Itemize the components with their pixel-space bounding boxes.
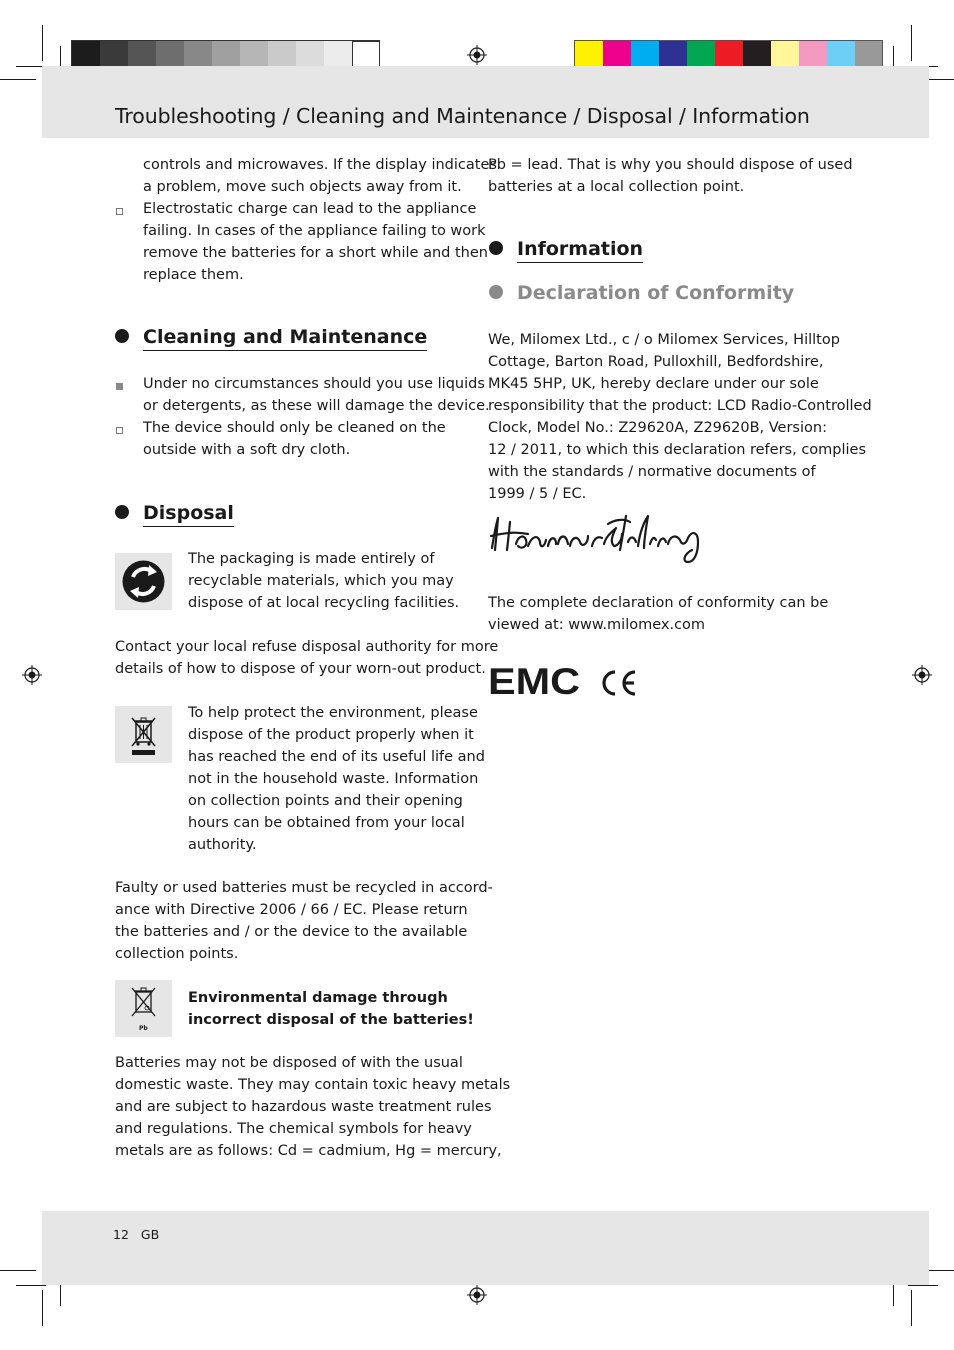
text-line: We, Milomex Ltd., c / o Milomex Services, Hilltop (488, 332, 840, 348)
text-line: authority. (188, 837, 257, 853)
pb-label: Pb (139, 1025, 148, 1032)
list-bullet (116, 427, 123, 434)
signature-icon (488, 510, 748, 565)
text-line: 12 / 2011, to which this declaration refers, complies (488, 442, 867, 458)
disposal-heading (115, 502, 234, 524)
list-bullet (116, 383, 123, 390)
cleaning-item-2 (143, 417, 446, 461)
text-line: incorrect disposal of the batteries! (188, 1012, 474, 1028)
heading-label: Cleaning and Maintenance (143, 326, 427, 351)
page-footer (113, 1227, 171, 1242)
crop-mark (42, 1290, 43, 1326)
text-line: or detergents, as these will damage the device. (143, 398, 490, 414)
cleaning-heading (115, 326, 427, 348)
crop-mark (16, 1285, 46, 1286)
text-line: details of how to dispose of your worn-out product. (115, 661, 486, 677)
text-line: To help protect the environment, please (188, 705, 478, 721)
text-line: MK45 5HP, UK, hereby declare under our sole (488, 376, 819, 392)
declaration-heading (489, 282, 794, 304)
complete-declaration-text (488, 592, 828, 636)
text-line: ance with Directive 2006 / 66 / EC. Please return (115, 902, 468, 918)
recycle-icon (115, 553, 172, 610)
crop-mark (911, 25, 912, 61)
page-title: Troubleshooting / Cleaning and Maintenance / Disposal / Information (115, 104, 810, 128)
continued-text (143, 154, 497, 198)
battery-warning (188, 987, 474, 1031)
text-line: not in the household waste. Information (188, 771, 479, 787)
text-line: Batteries may not be disposed of with the usual (115, 1055, 463, 1071)
crop-mark (911, 1290, 912, 1326)
text-line: controls and microwaves. If the display indicates (143, 157, 497, 173)
crop-mark (42, 25, 43, 61)
ce-mark-icon (598, 668, 638, 698)
registration-mark-icon (467, 1285, 487, 1305)
text-line: dispose of at local recycling facilities. (188, 595, 460, 611)
text-line: and regulations. The chemical symbols for heavy (115, 1121, 472, 1137)
heading-bullet-icon (489, 241, 503, 255)
crossed-bin-pb-icon (115, 980, 172, 1037)
text-line: replace them. (143, 267, 244, 283)
heading-bullet-icon (489, 285, 503, 299)
text-line: failing. In cases of the appliance failing to work (143, 223, 486, 239)
heading-label: Information (517, 238, 643, 263)
heading-bullet-icon (115, 505, 129, 519)
text-line: dispose of the product properly when it (188, 727, 474, 743)
text-line: The packaging is made entirely of (188, 551, 435, 567)
text-line: Pb = lead. That is why you should dispose of used (488, 157, 853, 173)
packaging-text (188, 548, 459, 614)
list-bullet (116, 208, 123, 215)
text-line: remove the batteries for a short while and then (143, 245, 488, 261)
heading-label: Disposal (143, 502, 234, 527)
text-line: metals are as follows: Cd = cadmium, Hg = mercury, (115, 1143, 502, 1159)
emc-label: EMC (488, 661, 581, 702)
esd-text (143, 198, 488, 286)
crossed-bin-icon (115, 706, 172, 763)
declaration-text (488, 329, 872, 505)
text-line: Contact your local refuse disposal authority for more (115, 639, 499, 655)
text-line: collection points. (115, 946, 239, 962)
crop-mark (0, 1270, 36, 1271)
text-line: viewed at: www.milomex.com (488, 617, 706, 633)
crop-mark (893, 46, 894, 68)
crop-mark (908, 1285, 938, 1286)
text-line: on collection points and their opening (188, 793, 463, 809)
registration-mark-icon (22, 665, 42, 685)
text-line: and are subject to hazardous waste treatment rules (115, 1099, 492, 1115)
crop-mark (60, 46, 61, 68)
contact-text (115, 636, 498, 680)
recycle-icon-box (115, 553, 172, 610)
text-line: Under no circumstances should you use liquids (143, 376, 485, 392)
text-line: Faulty or used batteries must be recycled in accord- (115, 880, 493, 896)
registration-mark-icon (467, 45, 487, 65)
protect-text (188, 702, 485, 856)
text-line: recyclable materials, which you may (188, 573, 454, 589)
text-line: 1999 / 5 / EC. (488, 486, 587, 502)
footer-band (42, 1211, 929, 1285)
swatch-frame (574, 40, 883, 69)
page-number: 12 (113, 1227, 129, 1242)
language-code: GB (140, 1227, 160, 1242)
text-line: batteries at a local collection point. (488, 179, 745, 195)
faulty-batteries-text (115, 877, 493, 965)
text-line: Clock, Model No.: Z29620A, Z29620B, Version: (488, 420, 827, 436)
crop-mark (893, 1284, 894, 1306)
text-line: domestic waste. They may contain toxic heavy metals (115, 1077, 511, 1093)
text-line: with the standards / normative documents of (488, 464, 816, 480)
swatch-frame (71, 40, 380, 69)
cleaning-item-1 (143, 373, 490, 417)
crop-mark (0, 79, 36, 80)
text-line: The complete declaration of conformity can be (488, 595, 829, 611)
text-line: Electrostatic charge can lead to the appliance (143, 201, 477, 217)
text-line: hours can be obtained from your local (188, 815, 465, 831)
registration-mark-icon (912, 665, 932, 685)
text-line: Environmental damage through (188, 990, 448, 1006)
heading-bullet-icon (115, 329, 129, 343)
text-line: the batteries and / or the device to the available (115, 924, 468, 940)
text-line: outside with a soft dry cloth. (143, 442, 351, 458)
batteries-text (115, 1052, 510, 1162)
continued-text (488, 154, 853, 198)
information-heading (489, 238, 643, 260)
text-line: The device should only be cleaned on the (143, 420, 446, 436)
crossed-bin-icon-box (115, 706, 172, 763)
crossed-bin-pb-icon-box (115, 980, 172, 1037)
text-line: a problem, move such objects away from it. (143, 179, 462, 195)
text-line: Cottage, Barton Road, Pulloxhill, Bedfordshire, (488, 354, 824, 370)
text-line: responsibility that the product: LCD Radio-Controlled (488, 398, 872, 414)
text-line: has reached the end of its useful life and (188, 749, 485, 765)
crop-mark (60, 1284, 61, 1306)
heading-label: Declaration of Conformity (517, 282, 795, 304)
